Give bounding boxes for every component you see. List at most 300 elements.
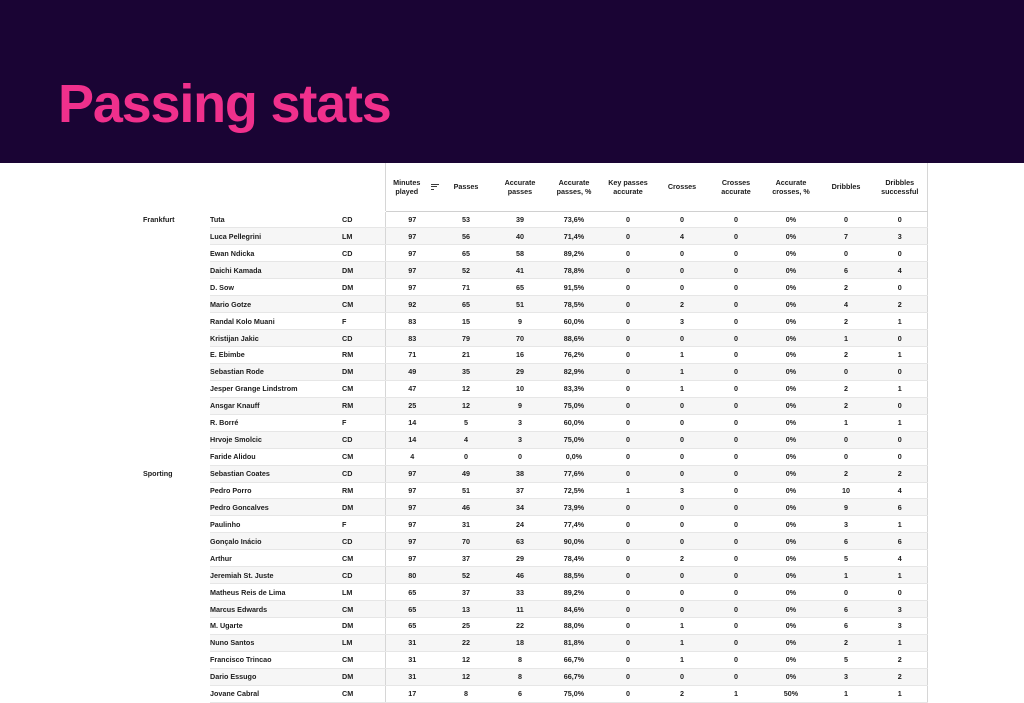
cell-position: F (342, 414, 385, 431)
cell-stat: 0 (601, 279, 655, 296)
cell-player-name[interactable]: Arthur (210, 550, 342, 567)
col-header-team (143, 163, 210, 211)
cell-stat: 0 (709, 262, 763, 279)
cell-stat: 76,2% (547, 347, 601, 364)
cell-position: DM (342, 279, 385, 296)
cell-position: RM (342, 482, 385, 499)
cell-player-name[interactable]: Luca Pellegrini (210, 228, 342, 245)
cell-stat: 0 (655, 499, 709, 516)
cell-stat: 0 (601, 668, 655, 685)
cell-stat: 0 (601, 347, 655, 364)
cell-stat: 70 (439, 533, 493, 550)
cell-stat: 0 (655, 330, 709, 347)
cell-stat: 0% (763, 668, 819, 685)
col-header-dribbles-successful[interactable]: Dribbles successful (873, 163, 927, 211)
cell-stat: 83,3% (547, 380, 601, 397)
cell-player-name[interactable]: Jeremiah St. Juste (210, 567, 342, 584)
cell-player-name[interactable]: Paulinho (210, 516, 342, 533)
cell-team: Frankfurt (143, 211, 210, 228)
cell-player-name[interactable]: Matheus Reis de Lima (210, 584, 342, 601)
cell-player-name[interactable]: Kristijan Jakic (210, 330, 342, 347)
cell-stat: 0 (709, 499, 763, 516)
cell-stat: 8 (493, 668, 547, 685)
cell-stat: 2 (655, 296, 709, 313)
table-row[interactable] (143, 228, 927, 245)
cell-player-name[interactable]: Daichi Kamada (210, 262, 342, 279)
cell-stat: 1 (655, 618, 709, 635)
cell-stat: 46 (439, 499, 493, 516)
cell-stat: 0 (709, 279, 763, 296)
cell-stat: 1 (873, 347, 927, 364)
cell-position: CM (342, 380, 385, 397)
table-row[interactable] (143, 465, 927, 482)
cell-stat: 8 (439, 685, 493, 702)
cell-stat: 1 (655, 363, 709, 380)
cell-stat: 0% (763, 499, 819, 516)
cell-position: CM (342, 651, 385, 668)
cell-stat: 0 (655, 516, 709, 533)
cell-player-name[interactable]: M. Ugarte (210, 618, 342, 635)
cell-stat: 0 (655, 262, 709, 279)
cell-stat: 0 (601, 465, 655, 482)
cell-stat: 8 (493, 651, 547, 668)
cell-stat: 4 (385, 448, 439, 465)
cell-team (143, 330, 210, 347)
cell-position: CM (342, 685, 385, 702)
cell-stat: 18 (493, 634, 547, 651)
table-row[interactable] (143, 330, 927, 347)
cell-stat: 0% (763, 634, 819, 651)
cell-stat: 3 (873, 228, 927, 245)
cell-stat: 3 (819, 668, 873, 685)
cell-player-name[interactable]: Jesper Grange Lindstrom (210, 380, 342, 397)
table-row[interactable] (143, 279, 927, 296)
cell-player-name[interactable]: Jovane Cabral (210, 685, 342, 702)
cell-stat: 10 (819, 482, 873, 499)
cell-stat: 1 (819, 330, 873, 347)
table-body (143, 211, 927, 702)
cell-stat: 1 (655, 651, 709, 668)
table-row[interactable] (143, 482, 927, 499)
cell-player-name[interactable]: Pedro Porro (210, 482, 342, 499)
cell-stat: 88,0% (547, 618, 601, 635)
cell-stat: 0 (819, 448, 873, 465)
cell-stat: 0 (655, 245, 709, 262)
cell-player-name[interactable]: Francisco Trincao (210, 651, 342, 668)
cell-team (143, 279, 210, 296)
cell-stat: 0 (493, 448, 547, 465)
table-row[interactable] (143, 296, 927, 313)
cell-stat: 0 (873, 363, 927, 380)
cell-player-name[interactable]: Dario Essugo (210, 668, 342, 685)
table-row[interactable] (143, 618, 927, 635)
col-header-crosses[interactable]: Crosses (655, 163, 709, 211)
cell-stat: 1 (873, 414, 927, 431)
cell-stat: 0 (709, 668, 763, 685)
cell-stat: 4 (873, 262, 927, 279)
table-row[interactable] (143, 651, 927, 668)
cell-stat: 0 (709, 465, 763, 482)
cell-stat: 2 (819, 279, 873, 296)
cell-stat: 52 (439, 567, 493, 584)
cell-team (143, 228, 210, 245)
cell-player-name[interactable]: D. Sow (210, 279, 342, 296)
cell-stat: 0 (655, 431, 709, 448)
col-header-minutes-played[interactable] (385, 163, 439, 211)
cell-player-name[interactable]: R. Borré (210, 414, 342, 431)
cell-team (143, 601, 210, 618)
page-title: Passing stats (58, 74, 391, 134)
cell-stat: 73,6% (547, 211, 601, 228)
cell-stat: 0 (655, 601, 709, 618)
cell-team (143, 584, 210, 601)
cell-position: DM (342, 363, 385, 380)
cell-team (143, 448, 210, 465)
col-header-player (210, 163, 342, 211)
cell-stat: 33 (493, 584, 547, 601)
cell-team (143, 296, 210, 313)
cell-stat: 0% (763, 601, 819, 618)
cell-stat: 72,5% (547, 482, 601, 499)
cell-stat: 0 (601, 380, 655, 397)
cell-stat: 12 (439, 651, 493, 668)
cell-stat: 46 (493, 567, 547, 584)
table-row[interactable] (143, 262, 927, 279)
cell-stat: 0% (763, 228, 819, 245)
table-row[interactable] (143, 211, 927, 228)
cell-stat: 7 (819, 228, 873, 245)
cell-stat: 0 (873, 431, 927, 448)
table-row[interactable] (143, 431, 927, 448)
cell-team (143, 431, 210, 448)
cell-position: CD (342, 533, 385, 550)
cell-position: CD (342, 330, 385, 347)
cell-stat: 50% (763, 685, 819, 702)
cell-stat: 3 (873, 618, 927, 635)
cell-position: CD (342, 465, 385, 482)
cell-position: CM (342, 448, 385, 465)
cell-stat: 5 (819, 651, 873, 668)
cell-stat: 12 (439, 397, 493, 414)
cell-stat: 97 (385, 533, 439, 550)
cell-position: CM (342, 550, 385, 567)
cell-stat: 40 (493, 228, 547, 245)
cell-stat: 51 (493, 296, 547, 313)
table-row[interactable] (143, 363, 927, 380)
table-row[interactable] (143, 567, 927, 584)
col-header-position (342, 163, 385, 211)
cell-stat: 0 (819, 363, 873, 380)
cell-stat: 0 (873, 211, 927, 228)
cell-team (143, 567, 210, 584)
cell-stat: 0 (873, 448, 927, 465)
cell-stat: 1 (819, 414, 873, 431)
cell-position: RM (342, 397, 385, 414)
cell-player-name[interactable]: Sebastian Rode (210, 363, 342, 380)
cell-stat: 0% (763, 431, 819, 448)
cell-stat: 1 (873, 567, 927, 584)
cell-stat: 1 (819, 685, 873, 702)
cell-team (143, 634, 210, 651)
cell-player-name[interactable]: Ansgar Knauff (210, 397, 342, 414)
table-row[interactable] (143, 584, 927, 601)
cell-stat: 31 (439, 516, 493, 533)
cell-stat: 0 (709, 533, 763, 550)
table-row[interactable] (143, 380, 927, 397)
cell-stat: 71 (385, 347, 439, 364)
cell-stat: 0 (601, 651, 655, 668)
cell-stat: 89,2% (547, 245, 601, 262)
cell-stat: 13 (439, 601, 493, 618)
cell-stat: 4 (655, 228, 709, 245)
cell-position: CM (342, 601, 385, 618)
table-row[interactable] (143, 668, 927, 685)
col-header-key-passes-accurate[interactable]: Key passes accurate (601, 163, 655, 211)
cell-stat: 9 (493, 313, 547, 330)
cell-stat: 97 (385, 465, 439, 482)
cell-stat: 24 (493, 516, 547, 533)
cell-stat: 0 (655, 533, 709, 550)
cell-stat: 97 (385, 482, 439, 499)
cell-stat: 3 (819, 516, 873, 533)
cell-stat: 0 (601, 296, 655, 313)
cell-stat: 41 (493, 262, 547, 279)
cell-player-name[interactable]: Hrvoje Smolcic (210, 431, 342, 448)
col-header-crosses-accurate[interactable]: Crosses accurate (709, 163, 763, 211)
cell-stat: 1 (873, 313, 927, 330)
table-row[interactable] (143, 634, 927, 651)
cell-stat: 6 (819, 601, 873, 618)
cell-stat: 31 (385, 668, 439, 685)
cell-stat: 3 (655, 482, 709, 499)
cell-position: CM (342, 296, 385, 313)
cell-stat: 0% (763, 347, 819, 364)
col-header-accurate-passes-pct[interactable]: Accurate passes, % (547, 163, 601, 211)
cell-stat: 17 (385, 685, 439, 702)
cell-stat: 58 (493, 245, 547, 262)
cell-stat: 75,0% (547, 685, 601, 702)
cell-stat: 4 (873, 482, 927, 499)
cell-stat: 1 (655, 634, 709, 651)
cell-player-name[interactable]: Mario Gotze (210, 296, 342, 313)
cell-position: F (342, 313, 385, 330)
cell-player-name[interactable]: Nuno Santos (210, 634, 342, 651)
cell-team (143, 550, 210, 567)
table-row[interactable] (143, 516, 927, 533)
cell-stat: 0% (763, 618, 819, 635)
cell-stat: 0 (601, 363, 655, 380)
cell-stat: 0 (655, 414, 709, 431)
col-header-accurate-passes[interactable]: Accurate passes (493, 163, 547, 211)
cell-player-name[interactable]: Randal Kolo Muani (210, 313, 342, 330)
cell-stat: 78,4% (547, 550, 601, 567)
cell-stat: 0 (601, 550, 655, 567)
cell-stat: 6 (873, 499, 927, 516)
cell-stat: 5 (819, 550, 873, 567)
cell-stat: 1 (873, 685, 927, 702)
cell-stat: 71,4% (547, 228, 601, 245)
table-row[interactable] (143, 533, 927, 550)
cell-stat: 77,6% (547, 465, 601, 482)
cell-stat: 0 (439, 448, 493, 465)
table-row[interactable] (143, 685, 927, 702)
cell-stat: 0 (601, 618, 655, 635)
cell-stat: 0 (709, 414, 763, 431)
cell-stat: 0 (819, 584, 873, 601)
cell-stat: 0 (709, 397, 763, 414)
cell-stat: 88,5% (547, 567, 601, 584)
table-row[interactable] (143, 347, 927, 364)
cell-stat: 0% (763, 414, 819, 431)
table-row[interactable] (143, 499, 927, 516)
cell-stat: 31 (385, 634, 439, 651)
cell-stat: 71 (439, 279, 493, 296)
cell-team (143, 482, 210, 499)
cell-stat: 0 (655, 567, 709, 584)
cell-stat: 70 (493, 330, 547, 347)
col-header-passes[interactable]: Passes (439, 163, 493, 211)
cell-stat: 0% (763, 465, 819, 482)
cell-player-name[interactable]: Sebastian Coates (210, 465, 342, 482)
cell-team (143, 245, 210, 262)
cell-stat: 0 (601, 431, 655, 448)
cell-stat: 0 (709, 211, 763, 228)
cell-stat: 0 (709, 482, 763, 499)
cell-stat: 2 (655, 550, 709, 567)
cell-position: DM (342, 668, 385, 685)
cell-team (143, 397, 210, 414)
cell-stat: 2 (819, 313, 873, 330)
cell-stat: 22 (493, 618, 547, 635)
cell-stat: 65 (385, 584, 439, 601)
cell-stat: 0 (601, 601, 655, 618)
cell-stat: 1 (601, 482, 655, 499)
cell-stat: 10 (493, 380, 547, 397)
col-header-dribbles[interactable]: Dribbles (819, 163, 873, 211)
col-header-minutes-played-label: Minutes played (393, 177, 421, 196)
cell-player-name[interactable]: Faride Alidou (210, 448, 342, 465)
cell-team (143, 313, 210, 330)
cell-stat: 65 (385, 601, 439, 618)
cell-stat: 0 (709, 601, 763, 618)
cell-stat: 0 (601, 414, 655, 431)
cell-player-name[interactable]: Pedro Goncalves (210, 499, 342, 516)
cell-stat: 97 (385, 228, 439, 245)
cell-stat: 0 (655, 465, 709, 482)
cell-stat: 1 (655, 347, 709, 364)
cell-stat: 12 (439, 380, 493, 397)
col-header-accurate-crosses-pct[interactable]: Accurate crosses, % (763, 163, 819, 211)
cell-stat: 80 (385, 567, 439, 584)
cell-stat: 2 (655, 685, 709, 702)
cell-player-name[interactable]: Ewan Ndicka (210, 245, 342, 262)
cell-stat: 97 (385, 211, 439, 228)
cell-stat: 0 (709, 567, 763, 584)
cell-stat: 0 (601, 397, 655, 414)
cell-stat: 0 (709, 380, 763, 397)
cell-stat: 49 (385, 363, 439, 380)
cell-stat: 0 (709, 245, 763, 262)
table-row[interactable] (143, 550, 927, 567)
cell-stat: 2 (873, 465, 927, 482)
cell-stat: 0 (601, 516, 655, 533)
cell-stat: 25 (439, 618, 493, 635)
cell-team (143, 414, 210, 431)
cell-stat: 0% (763, 313, 819, 330)
cell-stat: 2 (819, 347, 873, 364)
cell-stat: 0 (709, 651, 763, 668)
cell-position: CD (342, 211, 385, 228)
cell-stat: 0 (709, 516, 763, 533)
cell-stat: 0 (601, 584, 655, 601)
cell-team (143, 363, 210, 380)
cell-stat: 97 (385, 550, 439, 567)
cell-stat: 0 (709, 550, 763, 567)
cell-stat: 21 (439, 347, 493, 364)
cell-position: CD (342, 431, 385, 448)
cell-player-name[interactable]: Gonçalo Inácio (210, 533, 342, 550)
cell-player-name[interactable]: E. Ebimbe (210, 347, 342, 364)
cell-position: RM (342, 347, 385, 364)
sort-descending-icon[interactable] (431, 184, 439, 190)
cell-stat: 82,9% (547, 363, 601, 380)
cell-stat: 38 (493, 465, 547, 482)
cell-player-name[interactable]: Tuta (210, 211, 342, 228)
cell-stat: 75,0% (547, 397, 601, 414)
cell-stat: 0 (601, 211, 655, 228)
cell-stat: 11 (493, 601, 547, 618)
cell-stat: 0 (873, 279, 927, 296)
table-row[interactable] (143, 448, 927, 465)
cell-stat: 1 (819, 567, 873, 584)
cell-stat: 6 (493, 685, 547, 702)
cell-stat: 0 (709, 347, 763, 364)
cell-stat: 65 (439, 296, 493, 313)
table-row[interactable] (143, 245, 927, 262)
cell-team (143, 262, 210, 279)
cell-stat: 2 (873, 651, 927, 668)
cell-stat: 29 (493, 550, 547, 567)
cell-stat: 0 (819, 211, 873, 228)
cell-position: LM (342, 584, 385, 601)
cell-stat: 16 (493, 347, 547, 364)
cell-stat: 3 (873, 601, 927, 618)
table-row[interactable] (143, 397, 927, 414)
cell-stat: 1 (873, 380, 927, 397)
cell-stat: 0% (763, 380, 819, 397)
table-row[interactable] (143, 313, 927, 330)
cell-stat: 2 (819, 634, 873, 651)
cell-stat: 9 (493, 397, 547, 414)
cell-stat: 0 (709, 363, 763, 380)
cell-position: DM (342, 262, 385, 279)
header-row (143, 163, 927, 211)
cell-stat: 1 (873, 516, 927, 533)
cell-stat: 0 (709, 296, 763, 313)
cell-stat: 14 (385, 414, 439, 431)
table-row[interactable] (143, 414, 927, 431)
cell-stat: 0 (873, 330, 927, 347)
cell-stat: 3 (493, 414, 547, 431)
cell-stat: 0% (763, 296, 819, 313)
cell-stat: 0% (763, 330, 819, 347)
table-row[interactable] (143, 601, 927, 618)
cell-stat: 0 (709, 634, 763, 651)
cell-player-name[interactable]: Marcus Edwards (210, 601, 342, 618)
cell-stat: 75,0% (547, 431, 601, 448)
cell-stat: 79 (439, 330, 493, 347)
cell-stat: 3 (493, 431, 547, 448)
